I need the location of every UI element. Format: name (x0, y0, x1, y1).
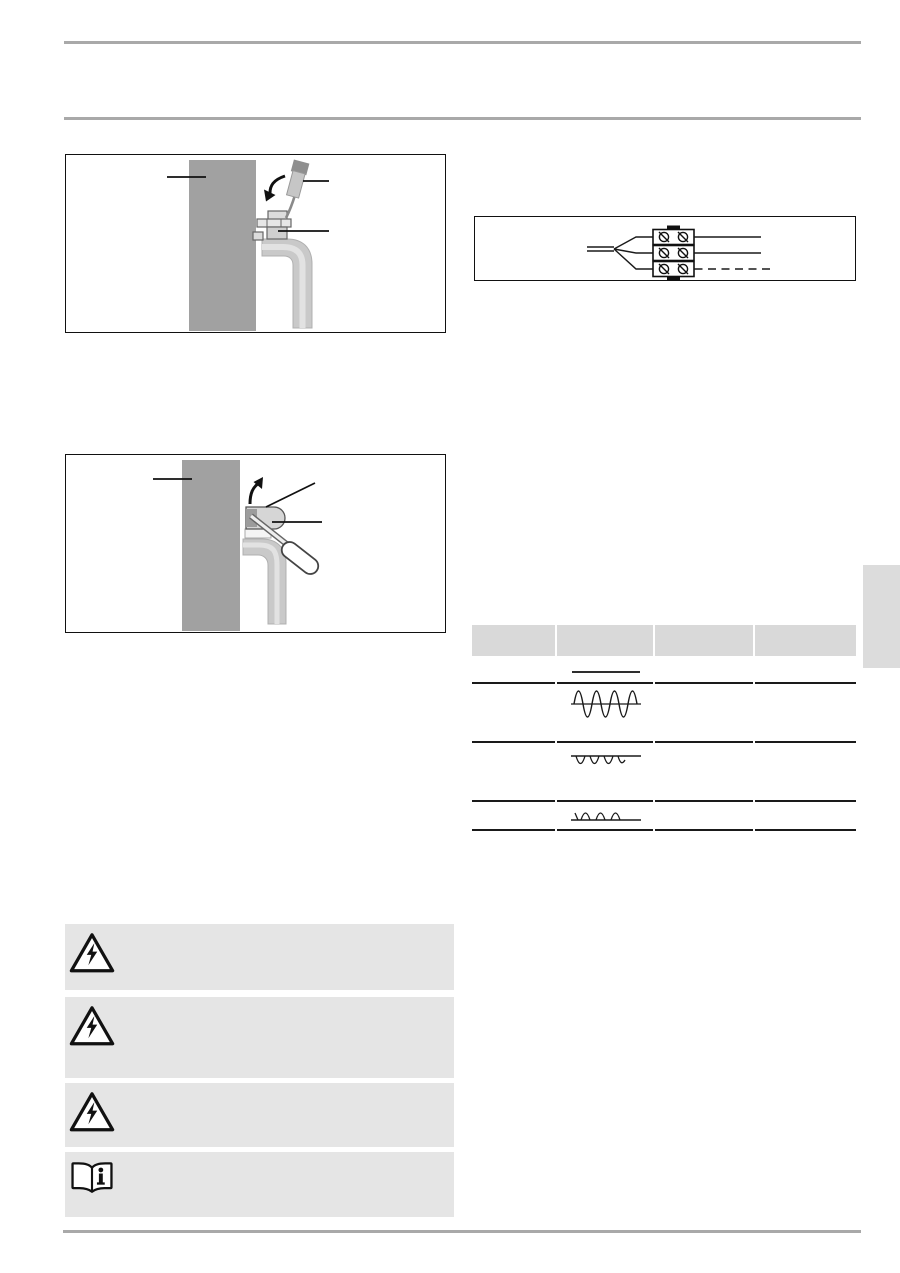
table-cell (755, 802, 856, 831)
pipe-elbow (243, 539, 286, 624)
wall-fitting (253, 211, 291, 240)
table-cell (655, 743, 753, 802)
core-fan-out (614, 237, 653, 269)
section-tab (863, 565, 900, 668)
manual-info-box (65, 1152, 454, 1217)
table-cell (472, 802, 555, 831)
table-cell (755, 656, 856, 684)
curved-arrow-up-icon (250, 477, 263, 504)
wiring-diagram (474, 216, 856, 281)
wall-shape (189, 160, 256, 331)
electric-warning-triangle-icon (69, 1004, 115, 1048)
figure-plug-removal (65, 154, 446, 333)
top-rule-1 (64, 41, 861, 44)
electric-warning-box-2 (65, 997, 454, 1078)
table-header-cell-2 (557, 625, 653, 656)
table-header-cell-1 (472, 625, 555, 656)
electric-warning-box-1 (65, 924, 454, 990)
electric-warning-triangle-icon (69, 1090, 115, 1134)
sensor-cable (286, 195, 295, 218)
bottom-rule (63, 1230, 861, 1233)
table-header-cell-4 (755, 625, 856, 656)
positive-half-wave-symbol (557, 802, 653, 831)
table-cell (655, 656, 753, 684)
callout-line-cap-top (266, 483, 315, 507)
pipe-elbow (262, 239, 312, 328)
negative-half-wave-symbol (557, 743, 653, 802)
table-cell (472, 743, 555, 802)
curved-arrow-down-icon (264, 176, 285, 202)
full-sine-wave-symbol (557, 684, 653, 743)
waveform-table (472, 625, 856, 831)
figure-plug-removal-drawing (66, 155, 445, 332)
table-header-cell-3 (655, 625, 753, 656)
table-cell (655, 684, 753, 743)
dc-constant-line-symbol (557, 656, 653, 684)
figure-cap-prying-drawing (66, 455, 445, 632)
table-cell (755, 684, 856, 743)
top-rule-2 (64, 117, 861, 120)
table-cell (472, 656, 555, 684)
figure-cap-prying (65, 454, 446, 633)
table-cell (472, 684, 555, 743)
table-cell (655, 802, 753, 831)
electric-warning-triangle-icon (69, 931, 115, 975)
cable-plug (285, 160, 310, 199)
wall-shape (182, 460, 240, 631)
electric-warning-box-3 (65, 1083, 454, 1147)
terminal-block (653, 226, 694, 281)
open-book-info-icon (69, 1159, 115, 1196)
wiring-diagram-drawing (475, 217, 855, 280)
table-cell (755, 743, 856, 802)
